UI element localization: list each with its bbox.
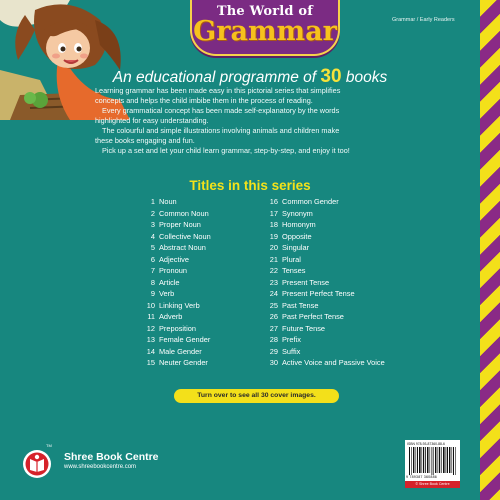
title-item (140, 265, 211, 277)
publisher-name: Shree Book Centre (64, 451, 159, 463)
title-number: 6 (150, 254, 155, 264)
title-name: Proper Noun (159, 220, 201, 229)
title-number: 22 (269, 266, 278, 275)
title-number: 24 (269, 289, 278, 298)
description-line: concepts and helps the child imbibe them in the process of reading. (95, 96, 313, 105)
title-item (263, 208, 385, 220)
title-item (263, 196, 385, 208)
title-item (140, 242, 211, 254)
turn-over-note: Turn over to see all 30 cover images. (174, 389, 339, 403)
title-item (263, 242, 385, 254)
description-line: highlighted for easy understanding. (95, 116, 209, 125)
title-item (140, 288, 211, 300)
title-name: Suffix (282, 346, 301, 356)
title-item (140, 300, 211, 312)
title-item (140, 277, 211, 289)
title-name: Present Tense (282, 277, 330, 287)
title-item (263, 265, 385, 277)
title-number: 27 (269, 323, 278, 333)
title-name: Preposition (159, 323, 196, 333)
title-number: 17 (269, 208, 278, 218)
title-number: 5 (150, 243, 155, 252)
title-item (263, 300, 385, 312)
title-number: 1 (150, 197, 155, 206)
publisher-block (22, 443, 222, 483)
title-name: Tenses (282, 266, 306, 275)
titles-list-left (140, 196, 211, 369)
title-number: 10 (146, 300, 155, 310)
titles-heading: Titles in this series (189, 178, 311, 193)
title-number: 15 (146, 358, 155, 367)
title-name: Female Gender (159, 335, 211, 344)
title-number: 7 (150, 266, 155, 275)
title-name: Abstract Noun (159, 243, 206, 252)
title-number: 3 (150, 220, 155, 229)
title-item (263, 323, 385, 335)
title-number: 20 (269, 243, 278, 252)
title-name: Linking Verb (159, 300, 200, 310)
title-item (263, 311, 385, 323)
title-item (140, 311, 211, 323)
barcode-icon (408, 447, 457, 475)
title-name: Past Perfect Tense (282, 312, 344, 321)
title-number: 14 (146, 346, 155, 356)
tagline-prefix: An educational programme of (112, 69, 317, 86)
titles-list-right (263, 196, 385, 369)
title-item (263, 357, 385, 369)
title-name: Future Tense (282, 323, 326, 333)
title-name: Synonym (282, 208, 313, 218)
title-number: 12 (146, 323, 155, 333)
series-title-big: Grammar (193, 16, 337, 47)
title-name: Common Noun (159, 208, 209, 218)
tagline-number: 30 (320, 66, 342, 87)
title-name: Adjective (159, 254, 189, 264)
title-item (263, 254, 385, 266)
title-name: Verb (159, 289, 175, 298)
title-item (140, 208, 211, 220)
title-name: Neuter Gender (159, 358, 208, 367)
category-tag: Grammar / Early Readers (392, 17, 455, 23)
title-number: 16 (269, 197, 278, 206)
title-name: Past Tense (282, 300, 319, 310)
copyright-strip: © Shree Book Centre (405, 481, 460, 488)
title-name: Singular (282, 243, 310, 252)
title-number: 11 (147, 312, 155, 321)
title-name: Present Perfect Tense (282, 289, 355, 298)
title-number: 2 (150, 208, 155, 218)
title-name: Male Gender (159, 346, 202, 356)
title-number: 28 (269, 335, 278, 344)
title-item (140, 196, 211, 208)
title-number: 26 (269, 312, 278, 321)
title-name: Pronoun (159, 266, 187, 275)
title-item (140, 357, 211, 369)
title-item (263, 277, 385, 289)
title-number: 25 (269, 300, 278, 310)
title-number: 30 (269, 358, 278, 367)
title-number: 19 (269, 231, 278, 241)
barcode-number: 9 789387 360886 (406, 475, 437, 479)
title-name: Common Gender (282, 197, 339, 206)
title-item (140, 254, 211, 266)
title-item (263, 346, 385, 358)
tagline (0, 66, 500, 88)
title-number: 21 (269, 254, 278, 264)
title-name: Article (159, 277, 180, 287)
description (95, 86, 395, 156)
description-line: Learning grammar has been made easy in this pictorial series that simplifies (95, 86, 341, 95)
title-item (140, 231, 211, 243)
description-line: Every grammatical concept has been made self-explanatory by the words (102, 106, 340, 115)
title-item (140, 334, 211, 346)
title-name: Collective Noun (159, 231, 211, 241)
title-name: Noun (159, 197, 177, 206)
publisher-logo-icon (22, 449, 52, 479)
series-title-small: The World of (216, 4, 314, 19)
title-name: Adverb (159, 312, 183, 321)
description-line: these books engaging and fun. (95, 136, 195, 145)
title-item (263, 231, 385, 243)
title-name: Prefix (282, 335, 301, 344)
title-item (263, 288, 385, 300)
title-number: 13 (146, 335, 155, 344)
title-name: Active Voice and Passive Voice (282, 358, 385, 367)
title-item (140, 219, 211, 231)
description-line: The colourful and simple illustrations involving animals and children make (102, 126, 340, 135)
tagline-suffix: books (345, 69, 388, 86)
title-item (140, 346, 211, 358)
title-number: 18 (269, 220, 278, 229)
title-number: 8 (150, 277, 155, 287)
title-name: Opposite (282, 231, 312, 241)
title-item (263, 334, 385, 346)
trademark-mark: TM (46, 443, 52, 448)
publisher-url: www.shreebookcentre.com (64, 464, 137, 470)
title-banner (190, 0, 340, 56)
title-item (140, 323, 211, 335)
title-number: 23 (269, 277, 278, 287)
title-number: 4 (150, 231, 155, 241)
title-name: Homonym (282, 220, 316, 229)
isbn-text: ISBN 978-93-87360-88-6 (407, 442, 445, 446)
title-number: 29 (269, 346, 278, 356)
title-name: Plural (282, 254, 301, 264)
title-number: 9 (150, 289, 155, 298)
title-item (263, 219, 385, 231)
description-line: Pick up a set and let your child learn grammar, step-by-step, and enjoy it too! (102, 146, 350, 155)
